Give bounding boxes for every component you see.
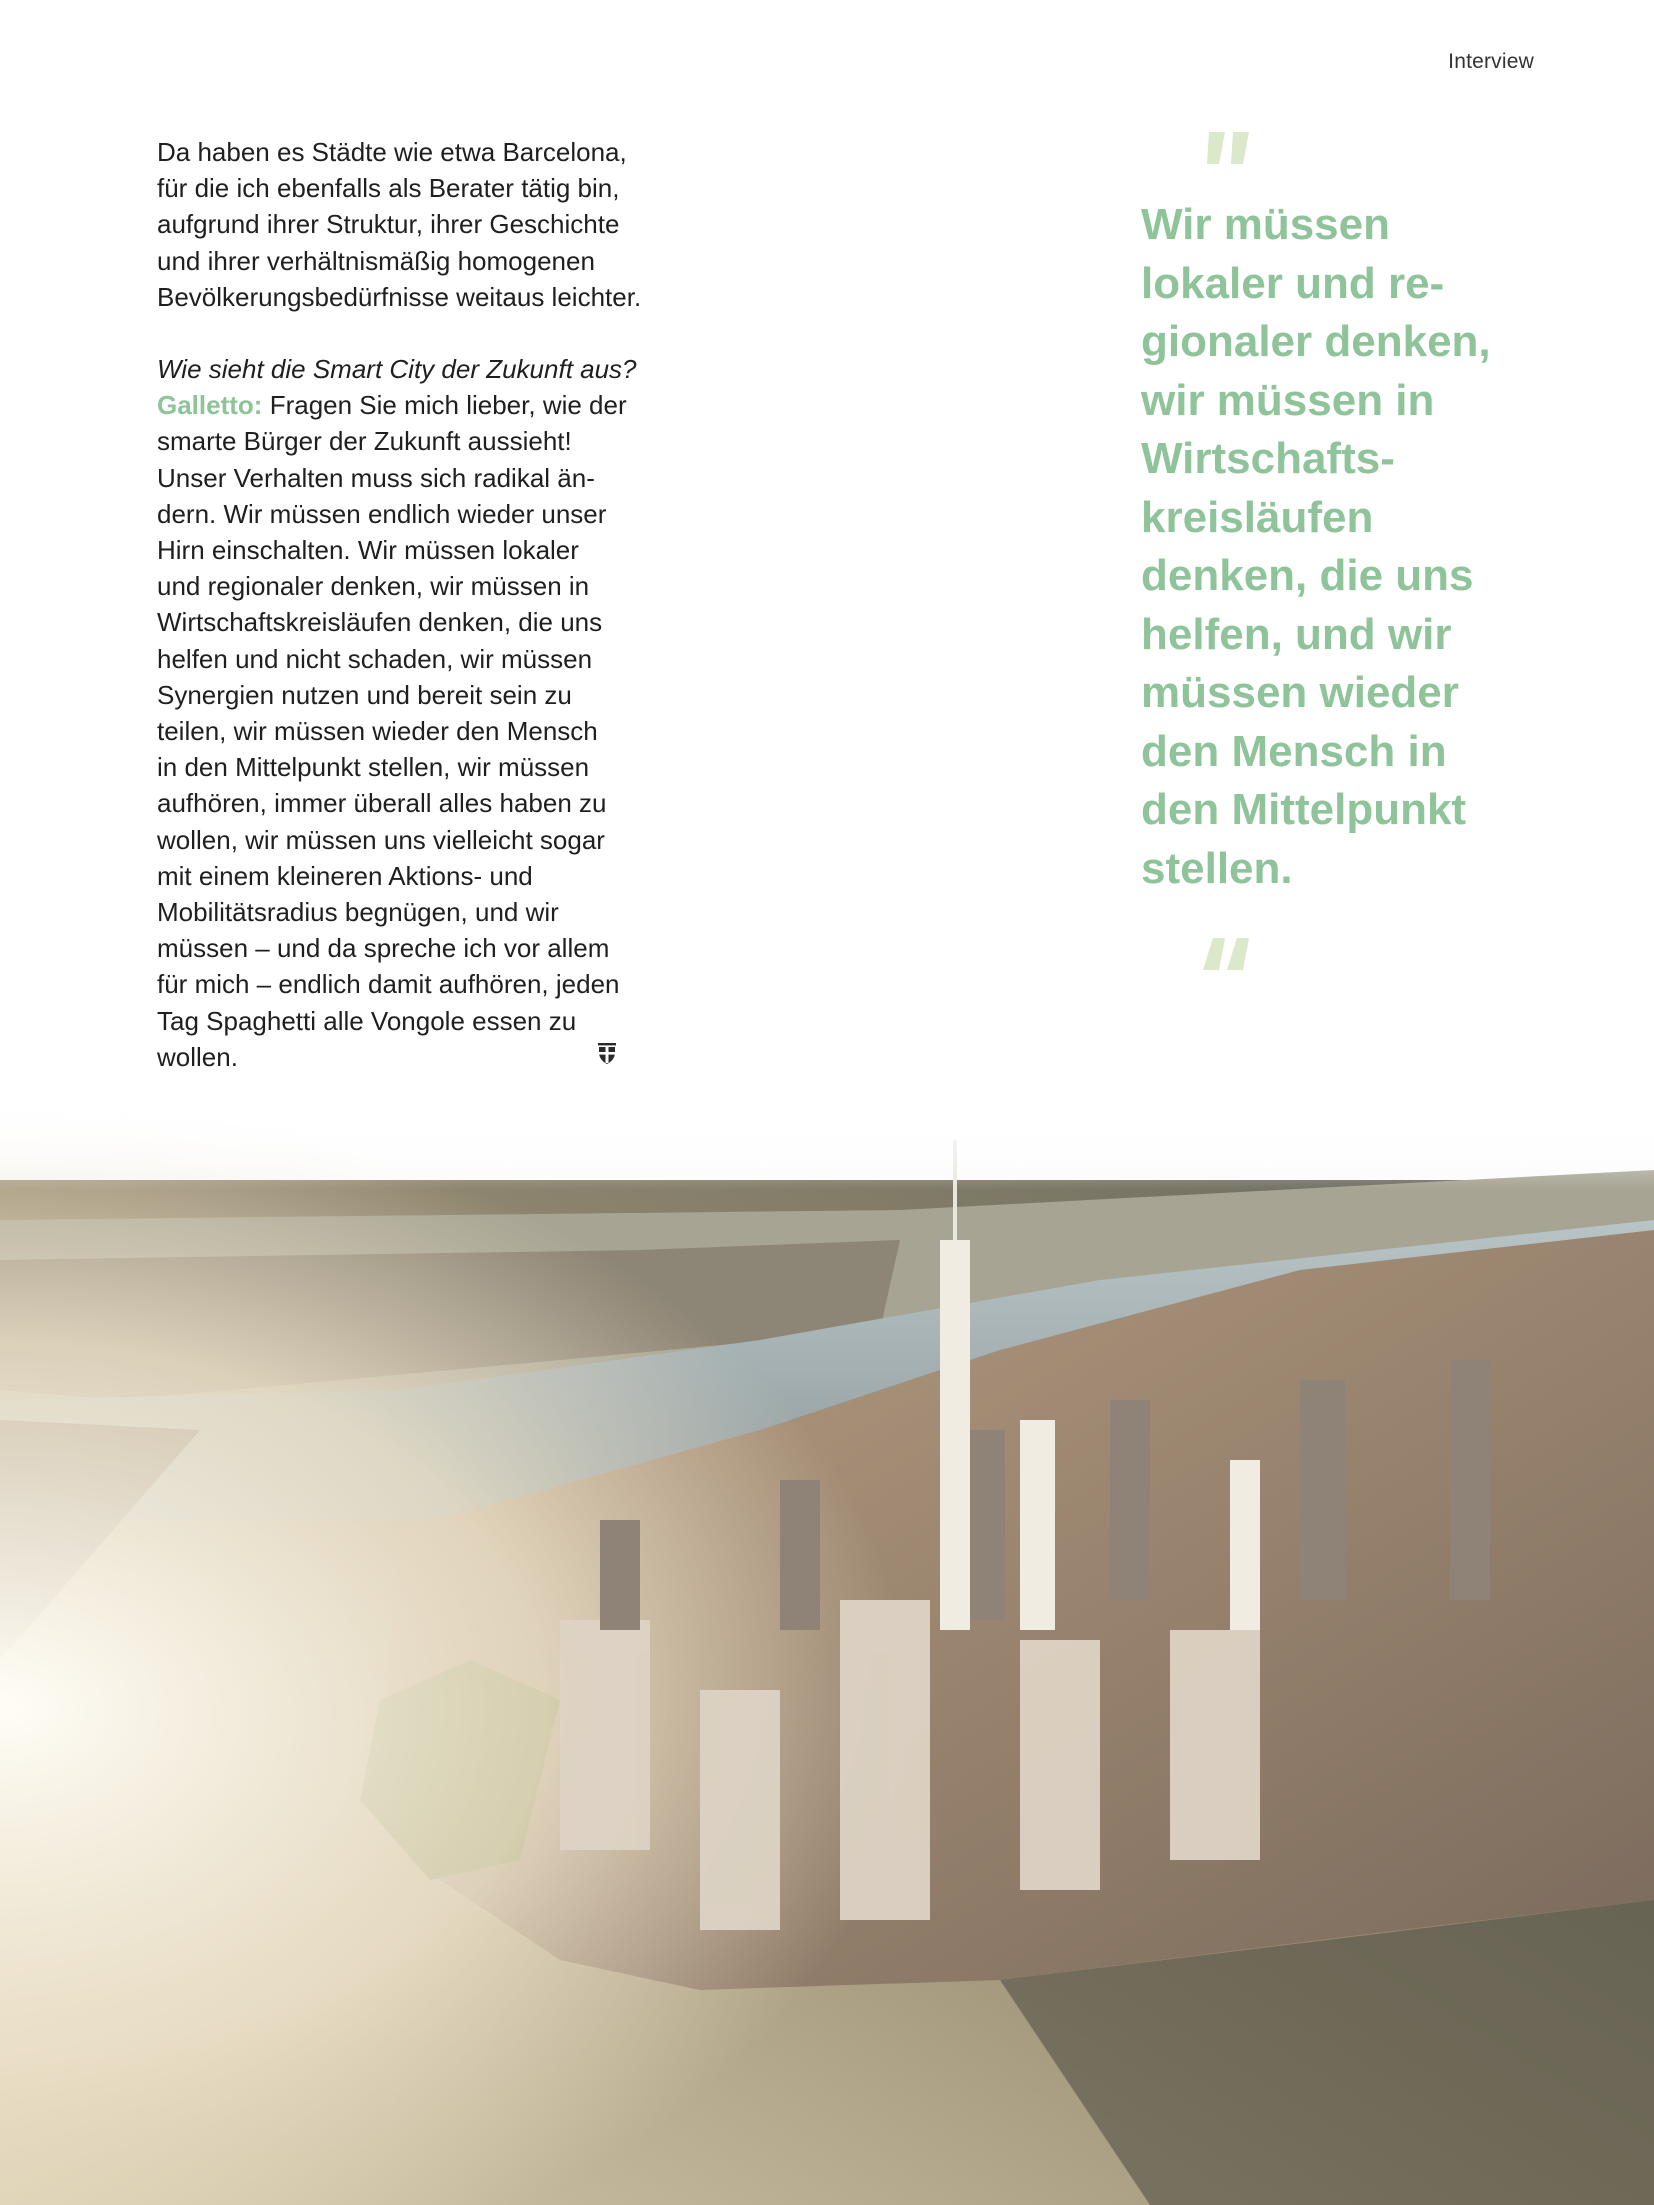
interview-paragraph — [157, 351, 637, 1075]
section-label: Interview — [1448, 50, 1534, 73]
text-line: in den Mittelpunkt stellen, wir müssen — [157, 752, 590, 783]
text-line: Synergien nutzen und bereit sein zu — [157, 679, 572, 710]
text-line: dern. Wir müssen endlich wieder unser — [157, 498, 607, 529]
pull-quote-line: Wirtschafts- — [1141, 434, 1395, 483]
text-line: und ihrer verhältnismäßig homogenen — [157, 245, 595, 276]
text-line: teilen, wir müssen wieder den Mensch — [157, 716, 598, 747]
text-line: helfen und nicht schaden, wir müssen — [157, 643, 593, 674]
closing-quote-icon — [1203, 932, 1255, 972]
text-line: smarte Bürger der Zukunft aussieht! — [157, 426, 572, 457]
text-line: wollen. — [157, 1041, 238, 1072]
pull-quote-line: gionaler denken, — [1141, 317, 1491, 366]
pull-quote-line: Wir müssen — [1141, 200, 1391, 249]
text-line: aufgrund ihrer Struktur, ihrer Geschichte — [157, 209, 620, 240]
pull-quote-line: den Mensch in — [1141, 726, 1447, 776]
interview-question: Wie sieht die Smart City der Zukunft aus? — [157, 354, 637, 385]
text-line: Da haben es Städte wie etwa Barcelona, — [157, 137, 627, 167]
text-line: und regionaler denken, wir müssen in — [157, 571, 590, 602]
speaker-name: Galletto: — [157, 390, 263, 421]
text-line: müssen – und da spreche ich vor allem — [157, 933, 610, 964]
article-body — [157, 134, 642, 1075]
text-line: Bevölkerungsbedürfnisse weitaus leichter. — [157, 281, 642, 312]
pull-quote — [1141, 196, 1561, 898]
pull-quote-line: müssen wieder — [1141, 668, 1459, 717]
text-line: für die ich ebenfalls als Berater tätig bin, — [157, 173, 620, 204]
text-line: Tag Spaghetti alle Vongole essen zu — [157, 1005, 577, 1036]
text-line: für mich – endlich damit aufhören, jeden — [157, 969, 620, 1000]
pull-quote-line: stellen. — [1141, 843, 1293, 893]
intro-paragraph — [157, 134, 642, 315]
text-line: Unser Verhalten muss sich radikal än- — [157, 462, 595, 493]
pull-quote-line: helfen, und wir — [1141, 609, 1452, 659]
answer-start: Fragen Sie mich lieber, wie der — [269, 390, 627, 421]
text-line — [157, 387, 627, 423]
city-aerial-photo — [0, 1100, 1654, 2205]
text-line: Wirtschaftskreisläufen denken, die uns — [157, 607, 603, 638]
text-line: mit einem kleineren Aktions- und — [157, 860, 533, 891]
text-line: aufhören, immer überall alles haben zu — [157, 788, 607, 819]
pull-quote-line: denken, die uns — [1141, 551, 1474, 600]
pull-quote-line: wir müssen in — [1141, 375, 1435, 425]
opening-quote-icon — [1203, 130, 1255, 170]
pull-quote-line: kreisläufen — [1141, 492, 1374, 542]
text-line: wollen, wir müssen uns vielleicht sogar — [157, 824, 605, 855]
pull-quote-line: den Mittelpunkt — [1141, 785, 1467, 834]
text-line: Hirn einschalten. Wir müssen lokaler — [157, 535, 579, 566]
text-line: Mobilitätsradius begnügen, und wir — [157, 897, 559, 928]
vienna-crest-icon — [598, 1043, 616, 1065]
pull-quote-line: lokaler und re- — [1141, 258, 1445, 308]
